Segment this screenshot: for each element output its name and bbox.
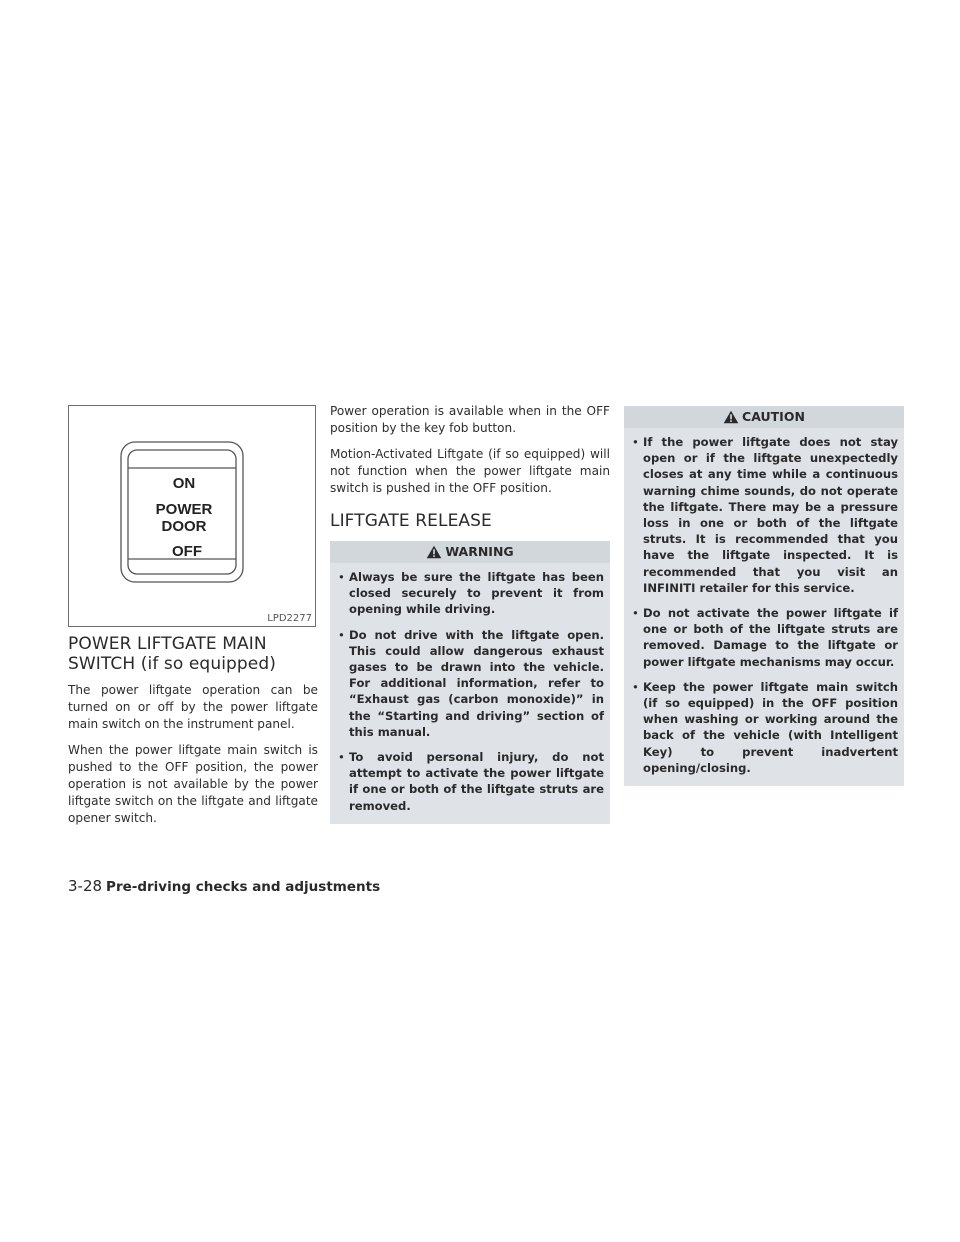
paragraph: Power operation is available when in the OFF position by the key fob button. [330,404,610,435]
section-title-liftgate-release: LIFTGATE RELEASE [330,511,492,531]
switch-label-off: OFF [172,543,202,560]
list-item: • To avoid personal injury, do not attempt to activate the power liftgate if one or both of the liftgate struts are removed. [338,749,604,814]
caution-header [624,406,904,428]
section-title-power-liftgate-main-switch [68,634,318,674]
caution-label: CAUTION [742,409,805,424]
list-item: • Always be sure the liftgate has been closed securely to prevent it from opening while driving. [338,569,604,618]
caution-box [624,406,904,786]
switch-label-door: DOOR [161,518,207,535]
power-door-switch-illustration [69,406,315,626]
figure-code: LPD2277 [267,613,312,624]
caution-triangle-icon [723,410,739,424]
caution-list [624,428,904,776]
list-item: • Do not drive with the liftgate open. This could allow dangerous exhaust gases to be drawn into the vehicle. For additional information, refer to “Exhaust gas (carbon monoxide)” in the “Starting and driving” section of this manual. [338,627,604,740]
paragraph: The power liftgate operation can be turned on or off by the power liftgate main switch on the instrument panel. [68,683,318,731]
warning-box [330,541,610,824]
list-item: • Keep the power liftgate main switch (if so equipped) in the OFF position when washing or working around the back of the vehicle (with Intelligent Key) to prevent inadvertent opening/closing. [632,679,898,776]
page-number: 3-28 [68,877,103,895]
column-1 [68,634,318,836]
warning-label: WARNING [445,544,514,559]
switch-label-power: POWER [155,501,213,518]
power-door-switch-figure [68,405,316,627]
section-title-line-1: POWER LIFTGATE MAIN [68,634,267,654]
list-item: • If the power liftgate does not stay open or if the liftgate unexpectedly closes at any time while a continuous warning chime sounds, do not operate the liftgate. There may be a pressure loss in one or both of the liftgate struts. It is recommended that you have the liftgate inspected. It is recommended that you visit an INFINITI retailer for this service. [632,434,898,596]
warning-triangle-icon [426,545,442,559]
section-title-line-2: SWITCH (if so equipped) [68,654,276,674]
list-item: • Do not activate the power liftgate if one or both of the liftgate struts are removed. Damage to the liftgate or power liftgate mechanisms may occur. [632,605,898,670]
paragraph: When the power liftgate main switch is pushed to the OFF position, the power operation is not available by the power liftgate switch on the liftgate and liftgate opener switch. [68,743,318,825]
column-3 [624,406,904,786]
warning-header [330,541,610,563]
page-footer [68,876,380,895]
warning-list [330,563,610,814]
column-2 [330,403,610,824]
paragraph: Motion-Activated Liftgate (if so equipped) will not function when the power liftgate main switch is pushed in the OFF position. [330,447,610,495]
switch-label-on: ON [172,475,196,492]
footer-section-name: Pre-driving checks and adjustments [106,879,381,895]
